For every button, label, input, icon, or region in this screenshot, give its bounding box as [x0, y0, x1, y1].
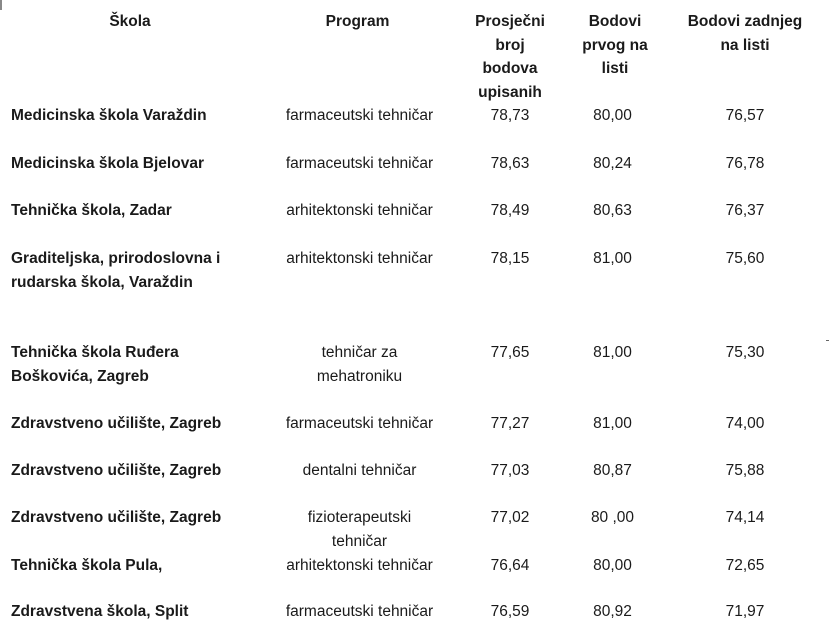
table-row-last: 72,65 — [725, 557, 765, 574]
table-row-avg: 77,27 — [490, 415, 530, 432]
header-school: Škola — [109, 13, 151, 30]
table-row-avg: 78,15 — [490, 250, 530, 267]
school-line: Zdravstvena škola, Split — [11, 603, 189, 620]
table-row-first: 80,24 — [593, 155, 632, 172]
table-row-last: 71,97 — [725, 603, 765, 620]
table-row-school — [11, 459, 256, 483]
table-row-avg: 78,49 — [490, 202, 530, 219]
table-row-avg: 77,65 — [490, 344, 530, 361]
table-row-first: 81,00 — [593, 250, 632, 267]
table-row-program — [262, 247, 457, 271]
table-row-school — [11, 600, 256, 624]
program-line: arhitektonski tehničar — [286, 250, 433, 267]
program-line: tehničar za — [321, 344, 398, 361]
program-line: tehničar — [331, 532, 388, 550]
header-first-line: listi — [601, 60, 629, 77]
table-row-last: 76,57 — [725, 107, 765, 124]
program-line: arhitektonski tehničar — [286, 557, 433, 574]
header-avg-line: bodova — [482, 60, 538, 77]
table-row-program — [262, 554, 457, 578]
table-row-school — [11, 341, 256, 388]
header-avg-line: Prosječni — [475, 13, 545, 30]
table-row-last: 75,88 — [725, 462, 765, 479]
table-row-avg: 76,59 — [490, 603, 530, 620]
table-row-school — [11, 199, 256, 223]
table-row-avg: 78,63 — [490, 155, 530, 172]
table-row-last: 75,30 — [725, 344, 765, 361]
header-avg — [465, 10, 555, 104]
table-row-last: 76,37 — [725, 202, 765, 219]
table-row-school — [11, 554, 256, 578]
table-row-first: 80 ,00 — [590, 509, 635, 526]
header-last-line: Bodovi zadnjeg — [687, 13, 803, 30]
header-avg-line: upisanih — [478, 83, 542, 101]
table-row-school — [11, 412, 256, 436]
school-line: Tehnička škola Ruđera — [11, 344, 179, 361]
table-row-program — [262, 506, 457, 553]
school-line: Tehnička škola, Zadar — [11, 202, 172, 219]
table-row-first: 80,00 — [593, 107, 632, 124]
header-program: Program — [325, 13, 390, 30]
table-row-last: 75,60 — [725, 250, 765, 267]
table-row-program — [262, 459, 457, 483]
table-row-first: 80,63 — [593, 202, 632, 219]
header-avg-line: broj — [495, 36, 525, 54]
table-row-program — [262, 152, 457, 176]
table-row-first: 80,87 — [593, 462, 632, 479]
table-row-first: 81,00 — [593, 415, 632, 432]
school-line: Zdravstveno učilište, Zagreb — [11, 462, 222, 479]
school-line: Medicinska škola Bjelovar — [11, 155, 204, 172]
table-row-program — [262, 600, 457, 624]
table-row-program — [262, 104, 457, 128]
program-line: dentalni tehničar — [302, 462, 417, 479]
program-line: farmaceutski tehničar — [285, 155, 434, 172]
header-first-line: Bodovi — [588, 13, 642, 30]
school-line: Boškovića, Zagreb — [11, 367, 149, 385]
table-row-program — [262, 341, 457, 388]
program-line: farmaceutski tehničar — [285, 603, 434, 620]
program-line: farmaceutski tehničar — [285, 415, 434, 432]
table-row-avg: 76,64 — [490, 557, 530, 574]
school-line: Zdravstveno učilište, Zagreb — [11, 509, 222, 526]
school-line: Zdravstveno učilište, Zagreb — [11, 415, 222, 432]
table-row-avg: 77,02 — [490, 509, 530, 526]
program-line: mehatroniku — [316, 367, 403, 385]
header-last — [675, 10, 815, 57]
school-line: Medicinska škola Varaždin — [11, 107, 207, 124]
header-last-line: na listi — [720, 36, 770, 54]
table-row-last: 76,78 — [725, 155, 765, 172]
table-row-last: 74,00 — [725, 415, 765, 432]
table-row-school — [11, 104, 256, 128]
school-line: rudarska škola, Varaždin — [11, 273, 193, 291]
table-row-school — [11, 152, 256, 176]
table-row-school — [11, 247, 256, 294]
table-row-first: 80,00 — [593, 557, 632, 574]
table-row-first: 81,00 — [593, 344, 632, 361]
table-row-avg: 77,03 — [490, 462, 530, 479]
table-row-program — [262, 199, 457, 223]
header-first — [570, 10, 660, 81]
school-line: Graditeljska, prirodoslovna i — [11, 250, 221, 267]
school-line: Tehnička škola Pula, — [11, 557, 163, 574]
table-row-first: 80,92 — [593, 603, 632, 620]
program-line: farmaceutski tehničar — [285, 107, 434, 124]
table-row-program — [262, 412, 457, 436]
table-row-avg: 78,73 — [490, 107, 530, 124]
table-row-last: 74,14 — [725, 509, 765, 526]
table-row-school — [11, 506, 256, 530]
header-first-line: prvog na — [582, 36, 648, 54]
program-line: arhitektonski tehničar — [286, 202, 433, 219]
program-line: fizioterapeutski — [307, 509, 412, 526]
